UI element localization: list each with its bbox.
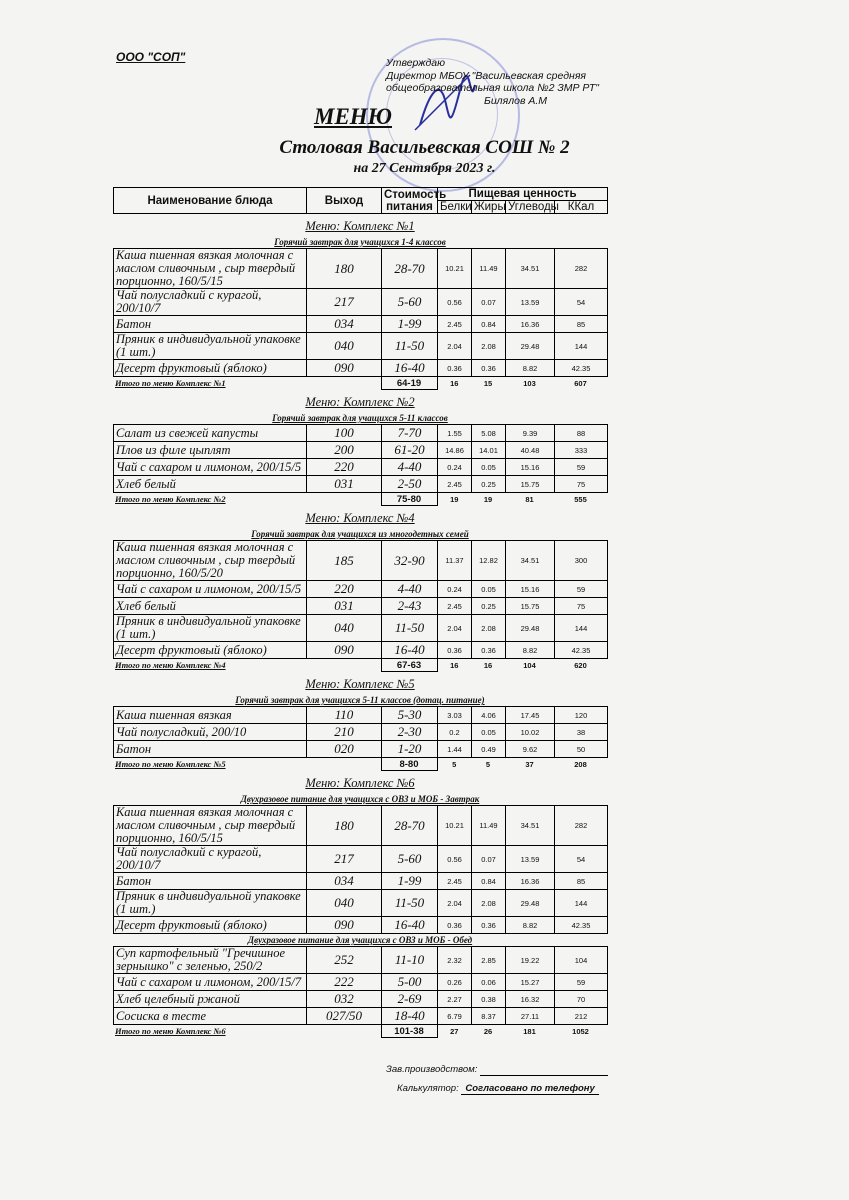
dish-kcal: 333: [555, 442, 608, 459]
dish-fat: 0.25: [472, 476, 506, 493]
dish-protein: 10.21: [438, 249, 472, 289]
dish-kcal: 120: [555, 707, 608, 724]
dish-protein: 0.36: [438, 360, 472, 377]
dish-cost: 11-10: [382, 947, 438, 974]
group-label: Горячий завтрак для учащихся из многодетных семей: [251, 529, 469, 539]
dish-name: Пряник в индивидуальной упаковке (1 шт.): [114, 615, 307, 642]
dish-fat: 11.49: [472, 806, 506, 846]
calculator-label: Калькулятор:: [397, 1083, 459, 1094]
table-row: [114, 642, 608, 659]
dish-output: 040: [307, 615, 382, 642]
dish-name: Чай с сахаром и лимоном, 200/15/5: [114, 459, 307, 476]
group-label: Горячий завтрак для учащихся 5-11 классов: [272, 413, 448, 423]
dish-cost: 32-90: [382, 541, 438, 581]
total-row: [113, 1025, 607, 1038]
dish-fat: 0.36: [472, 360, 506, 377]
table-row: [114, 476, 608, 493]
dish-name: Десерт фруктовый (яблоко): [114, 360, 307, 377]
total-label: Итого по меню Комплекс №4: [115, 660, 226, 671]
total-kcal: 208: [574, 759, 587, 769]
dish-output: 032: [307, 991, 382, 1008]
total-carbs: 104: [523, 660, 536, 670]
total-label: Итого по меню Комплекс №1: [115, 378, 226, 389]
dish-name: Каша пшенная вязкая молочная с маслом сливочным , сыр твердый порционно, 160/5/20: [114, 541, 307, 581]
table-row: [114, 615, 608, 642]
total-protein: 5: [452, 759, 457, 769]
section-title: Меню: Комплекс №6: [305, 776, 415, 790]
dish-kcal: 54: [555, 289, 608, 316]
dish-protein: 1.44: [438, 741, 472, 758]
dish-carbs: 34.51: [506, 541, 555, 581]
col-protein-header: Белки: [438, 201, 472, 214]
dish-fat: 0.06: [472, 974, 506, 991]
dish-cost: 2-69: [382, 991, 438, 1008]
dish-output: 180: [307, 806, 382, 846]
dish-name: Хлеб белый: [114, 476, 307, 493]
total-label: Итого по меню Комплекс №2: [115, 494, 226, 505]
total-carbs: 37: [525, 759, 534, 769]
dish-name: Батон: [114, 873, 307, 890]
dish-protein: 0.36: [438, 917, 472, 934]
dish-carbs: 13.59: [506, 846, 555, 873]
dish-protein: 2.04: [438, 333, 472, 360]
total-cost: 101-38: [381, 1025, 437, 1038]
total-cost: 67-63: [381, 659, 437, 672]
dish-carbs: 8.82: [506, 360, 555, 377]
dish-carbs: 15.16: [506, 581, 555, 598]
total-protein: 16: [450, 660, 459, 670]
table-row: [114, 425, 608, 442]
dish-output: 217: [307, 846, 382, 873]
col-kcal-header: ККал: [555, 201, 608, 214]
dish-output: 090: [307, 360, 382, 377]
dish-name: Каша пшенная вязкая молочная с маслом сливочным , сыр твердый порционно, 160/5/15: [114, 806, 307, 846]
dish-output: 090: [307, 917, 382, 934]
dish-name: Десерт фруктовый (яблоко): [114, 917, 307, 934]
dish-cost: 11-50: [382, 890, 438, 917]
approve-line-2: Директор МБОУ "Васильевская средняя: [386, 69, 587, 82]
dish-cost: 5-00: [382, 974, 438, 991]
dish-carbs: 29.48: [506, 333, 555, 360]
dish-cost: 5-60: [382, 289, 438, 316]
dish-carbs: 10.02: [506, 724, 555, 741]
dish-name: Хлеб белый: [114, 598, 307, 615]
dish-kcal: 75: [555, 476, 608, 493]
dish-kcal: 38: [555, 724, 608, 741]
col-name-header: Наименование блюда: [114, 188, 307, 214]
dish-kcal: 59: [555, 459, 608, 476]
dish-name: Пряник в индивидуальной упаковке (1 шт.): [114, 333, 307, 360]
dish-name: Сосиска в тесте: [114, 1008, 307, 1025]
total-row: [113, 377, 607, 390]
dish-table: [113, 424, 608, 493]
dish-fat: 0.36: [472, 642, 506, 659]
dish-name: Пряник в индивидуальной упаковке (1 шт.): [114, 890, 307, 917]
table-row: [114, 360, 608, 377]
dish-cost: 2-30: [382, 724, 438, 741]
dish-name: Суп картофельный "Гречишное зернышко" с зеленью, 250/2: [114, 947, 307, 974]
dish-protein: 0.2: [438, 724, 472, 741]
dish-fat: 0.36: [472, 917, 506, 934]
total-kcal: 1052: [572, 1026, 589, 1036]
dish-table: [113, 248, 608, 377]
dish-fat: 14.01: [472, 442, 506, 459]
total-kcal: 607: [574, 378, 587, 388]
dish-kcal: 50: [555, 741, 608, 758]
menu-table: [113, 187, 607, 1038]
dish-protein: 2.45: [438, 316, 472, 333]
col-cost-header: Стоимость питания: [382, 188, 438, 214]
dish-name: Каша пшенная вязкая молочная с маслом сливочным , сыр твердый порционно, 160/5/15: [114, 249, 307, 289]
dish-fat: 11.49: [472, 249, 506, 289]
table-row: [114, 947, 608, 974]
col-nutrition-header: Пищевая ценность: [438, 188, 608, 201]
dish-output: 100: [307, 425, 382, 442]
total-row: [113, 493, 607, 506]
dish-name: Чай полусладкий с курагой, 200/10/7: [114, 846, 307, 873]
dish-name: Батон: [114, 316, 307, 333]
total-kcal: 555: [574, 494, 587, 504]
table-row: [114, 890, 608, 917]
dish-cost: 7-70: [382, 425, 438, 442]
dish-protein: 0.24: [438, 581, 472, 598]
dish-cost: 11-50: [382, 333, 438, 360]
dish-output: 217: [307, 289, 382, 316]
total-row: [113, 758, 607, 771]
approve-line-1: Утверждаю: [386, 57, 446, 69]
dish-cost: 16-40: [382, 642, 438, 659]
dish-carbs: 19.22: [506, 947, 555, 974]
dish-kcal: 212: [555, 1008, 608, 1025]
manager-label: Зав.производством:: [386, 1064, 478, 1075]
dish-protein: 3.03: [438, 707, 472, 724]
dish-output: 040: [307, 890, 382, 917]
table-header: [113, 187, 608, 214]
dish-carbs: 27.11: [506, 1008, 555, 1025]
dish-name: Чай полусладкий, 200/10: [114, 724, 307, 741]
dish-fat: 0.07: [472, 846, 506, 873]
group-label: Двухразовое питание для учащихся с ОВЗ и МОБ - Завтрак: [240, 794, 480, 804]
dish-fat: 2.08: [472, 615, 506, 642]
dish-cost: 5-60: [382, 846, 438, 873]
dish-output: 220: [307, 581, 382, 598]
dish-output: 034: [307, 873, 382, 890]
dish-table: [113, 805, 608, 934]
total-cost: 75-80: [381, 493, 437, 506]
dish-output: 034: [307, 316, 382, 333]
dish-fat: 5.08: [472, 425, 506, 442]
dish-protein: 2.45: [438, 476, 472, 493]
dish-kcal: 144: [555, 333, 608, 360]
total-fat: 26: [483, 1026, 493, 1036]
dish-kcal: 104: [555, 947, 608, 974]
dish-cost: 2-50: [382, 476, 438, 493]
total-fat: 5: [485, 759, 491, 769]
dish-output: 110: [307, 707, 382, 724]
dish-cost: 4-40: [382, 581, 438, 598]
dish-protein: 2.32: [438, 947, 472, 974]
dish-cost: 2-43: [382, 598, 438, 615]
dish-fat: 0.25: [472, 598, 506, 615]
dish-output: 220: [307, 459, 382, 476]
dish-protein: 10.21: [438, 806, 472, 846]
calculator-value: Согласовано по телефону: [461, 1083, 598, 1095]
group-label: Горячий завтрак для учащихся 5-11 классов (дотац. питание): [235, 695, 485, 705]
dish-carbs: 34.51: [506, 806, 555, 846]
approve-line-3: общеобразовательная школа №2 ЗМР РТ": [386, 82, 599, 94]
total-fat: 15: [483, 378, 493, 388]
dish-cost: 61-20: [382, 442, 438, 459]
dish-protein: 2.27: [438, 991, 472, 1008]
dish-kcal: 88: [555, 425, 608, 442]
menu-sections: [113, 214, 607, 1038]
menu-date: на 27 Сентября 2023 г.: [353, 161, 496, 176]
dish-protein: 0.24: [438, 459, 472, 476]
total-fat: 19: [483, 494, 493, 504]
table-row: [114, 707, 608, 724]
dish-name: Чай с сахаром и лимоном, 200/15/5: [114, 581, 307, 598]
total-row: [113, 659, 607, 672]
total-kcal: 620: [574, 660, 587, 670]
dish-output: 180: [307, 249, 382, 289]
dish-fat: 0.49: [472, 741, 506, 758]
dish-carbs: 40.48: [506, 442, 555, 459]
total-fat: 16: [483, 660, 493, 670]
dish-cost: 16-40: [382, 917, 438, 934]
dish-kcal: 42.35: [555, 642, 608, 659]
dish-kcal: 59: [555, 974, 608, 991]
dish-fat: 0.84: [472, 873, 506, 890]
dish-fat: 2.08: [472, 333, 506, 360]
dish-output: 031: [307, 476, 382, 493]
dish-kcal: 282: [555, 806, 608, 846]
table-row: [114, 316, 608, 333]
table-row: [114, 991, 608, 1008]
dish-kcal: 70: [555, 991, 608, 1008]
dish-carbs: 16.36: [506, 873, 555, 890]
canteen-name: Столовая Васильевская СОШ № 2: [279, 137, 570, 158]
table-row: [114, 917, 608, 934]
dish-name: Хлеб целебный ржаной: [114, 991, 307, 1008]
total-carbs: 81: [525, 494, 534, 504]
dish-cost: 1-99: [382, 316, 438, 333]
approve-line-4: Билялов А.М: [484, 94, 548, 107]
dish-protein: 2.45: [438, 598, 472, 615]
total-carbs: 103: [523, 378, 536, 388]
dish-kcal: 75: [555, 598, 608, 615]
dish-fat: 0.05: [472, 581, 506, 598]
dish-fat: 0.05: [472, 724, 506, 741]
dish-cost: 28-70: [382, 806, 438, 846]
dish-cost: 1-20: [382, 741, 438, 758]
calculator-signature-line: [397, 1083, 599, 1095]
dish-carbs: 15.27: [506, 974, 555, 991]
dish-cost: 1-99: [382, 873, 438, 890]
dish-protein: 0.36: [438, 642, 472, 659]
dish-protein: 1.55: [438, 425, 472, 442]
table-row: [114, 442, 608, 459]
section-title: Меню: Комплекс №1: [305, 219, 415, 233]
dish-table: [113, 706, 608, 758]
dish-carbs: 17.45: [506, 707, 555, 724]
page-title: МЕНЮ: [314, 104, 392, 129]
dish-cost: 18-40: [382, 1008, 438, 1025]
dish-kcal: 144: [555, 890, 608, 917]
total-cost: 64-19: [381, 377, 437, 390]
dish-cost: 28-70: [382, 249, 438, 289]
dish-name: Десерт фруктовый (яблоко): [114, 642, 307, 659]
dish-kcal: 42.35: [555, 360, 608, 377]
dish-table: [113, 946, 608, 1025]
dish-protein: 14.86: [438, 442, 472, 459]
total-protein: 16: [450, 378, 459, 388]
table-row: [114, 846, 608, 873]
dish-carbs: 34.51: [506, 249, 555, 289]
manager-blank: [480, 1064, 608, 1076]
dish-carbs: 13.59: [506, 289, 555, 316]
dish-kcal: 282: [555, 249, 608, 289]
dish-carbs: 16.36: [506, 316, 555, 333]
dish-protein: 0.26: [438, 974, 472, 991]
dish-fat: 0.05: [472, 459, 506, 476]
dish-cost: 4-40: [382, 459, 438, 476]
manager-signature-line: [386, 1064, 608, 1076]
dish-output: 020: [307, 741, 382, 758]
dish-fat: 4.06: [472, 707, 506, 724]
dish-fat: 0.84: [472, 316, 506, 333]
dish-protein: 11.37: [438, 541, 472, 581]
dish-fat: 2.08: [472, 890, 506, 917]
table-row: [114, 598, 608, 615]
dish-kcal: 85: [555, 873, 608, 890]
dish-kcal: 85: [555, 316, 608, 333]
col-fat-header: Жиры: [472, 201, 506, 214]
total-label: Итого по меню Комплекс №6: [115, 1026, 226, 1037]
section-title: Меню: Комплекс №5: [305, 677, 415, 691]
organization-name: ООО "СОП": [116, 50, 186, 64]
table-row: [114, 333, 608, 360]
total-protein: 19: [450, 494, 459, 504]
dish-name: Плов из филе цыплят: [114, 442, 307, 459]
table-row: [114, 974, 608, 991]
dish-output: 027/50: [307, 1008, 382, 1025]
dish-output: 210: [307, 724, 382, 741]
dish-kcal: 144: [555, 615, 608, 642]
table-row: [114, 741, 608, 758]
dish-output: 252: [307, 947, 382, 974]
dish-table: [113, 540, 608, 659]
total-carbs: 181: [523, 1026, 536, 1036]
dish-name: Чай полусладкий с курагой, 200/10/7: [114, 289, 307, 316]
dish-fat: 8.37: [472, 1008, 506, 1025]
total-label: Итого по меню Комплекс №5: [115, 759, 226, 770]
dish-output: 222: [307, 974, 382, 991]
dish-cost: 11-50: [382, 615, 438, 642]
dish-name: Чай с сахаром и лимоном, 200/15/7: [114, 974, 307, 991]
dish-fat: 0.07: [472, 289, 506, 316]
group-label: Двухразовое питание для учащихся с ОВЗ и МОБ - Обед: [247, 935, 473, 945]
dish-fat: 0.38: [472, 991, 506, 1008]
dish-carbs: 29.48: [506, 615, 555, 642]
dish-kcal: 300: [555, 541, 608, 581]
group-label: Горячий завтрак для учащихся 1-4 классов: [274, 237, 446, 247]
table-row: [114, 806, 608, 846]
dish-output: 200: [307, 442, 382, 459]
dish-kcal: 59: [555, 581, 608, 598]
dish-cost: 5-30: [382, 707, 438, 724]
dish-cost: 16-40: [382, 360, 438, 377]
table-row: [114, 581, 608, 598]
dish-carbs: 15.75: [506, 598, 555, 615]
dish-name: Каша пшенная вязкая: [114, 707, 307, 724]
table-row: [114, 289, 608, 316]
dish-carbs: 16.32: [506, 991, 555, 1008]
col-carbs-header: Углеводы: [506, 201, 555, 214]
dish-protein: 0.56: [438, 846, 472, 873]
dish-protein: 2.45: [438, 873, 472, 890]
table-row: [114, 541, 608, 581]
dish-output: 090: [307, 642, 382, 659]
dish-fat: 12.82: [472, 541, 506, 581]
dish-output: 031: [307, 598, 382, 615]
dish-carbs: 15.16: [506, 459, 555, 476]
table-row: [114, 1008, 608, 1025]
table-row: [114, 724, 608, 741]
dish-carbs: 29.48: [506, 890, 555, 917]
section-title: Меню: Комплекс №4: [305, 511, 415, 525]
dish-fat: 2.85: [472, 947, 506, 974]
dish-protein: 6.79: [438, 1008, 472, 1025]
total-protein: 27: [450, 1026, 459, 1036]
dish-carbs: 9.39: [506, 425, 555, 442]
dish-name: Салат из свежей капусты: [114, 425, 307, 442]
dish-carbs: 8.82: [506, 642, 555, 659]
dish-protein: 2.04: [438, 890, 472, 917]
dish-name: Батон: [114, 741, 307, 758]
col-output-header: Выход: [307, 188, 382, 214]
table-row: [114, 873, 608, 890]
table-row: [114, 249, 608, 289]
dish-kcal: 54: [555, 846, 608, 873]
dish-kcal: 42.35: [555, 917, 608, 934]
dish-protein: 2.04: [438, 615, 472, 642]
dish-output: 040: [307, 333, 382, 360]
dish-carbs: 8.82: [506, 917, 555, 934]
dish-carbs: 9.62: [506, 741, 555, 758]
approval-block: [386, 57, 599, 107]
dish-carbs: 15.75: [506, 476, 555, 493]
section-title: Меню: Комплекс №2: [305, 395, 415, 409]
table-row: [114, 459, 608, 476]
dish-output: 185: [307, 541, 382, 581]
dish-protein: 0.56: [438, 289, 472, 316]
total-cost: 8-80: [381, 758, 437, 771]
